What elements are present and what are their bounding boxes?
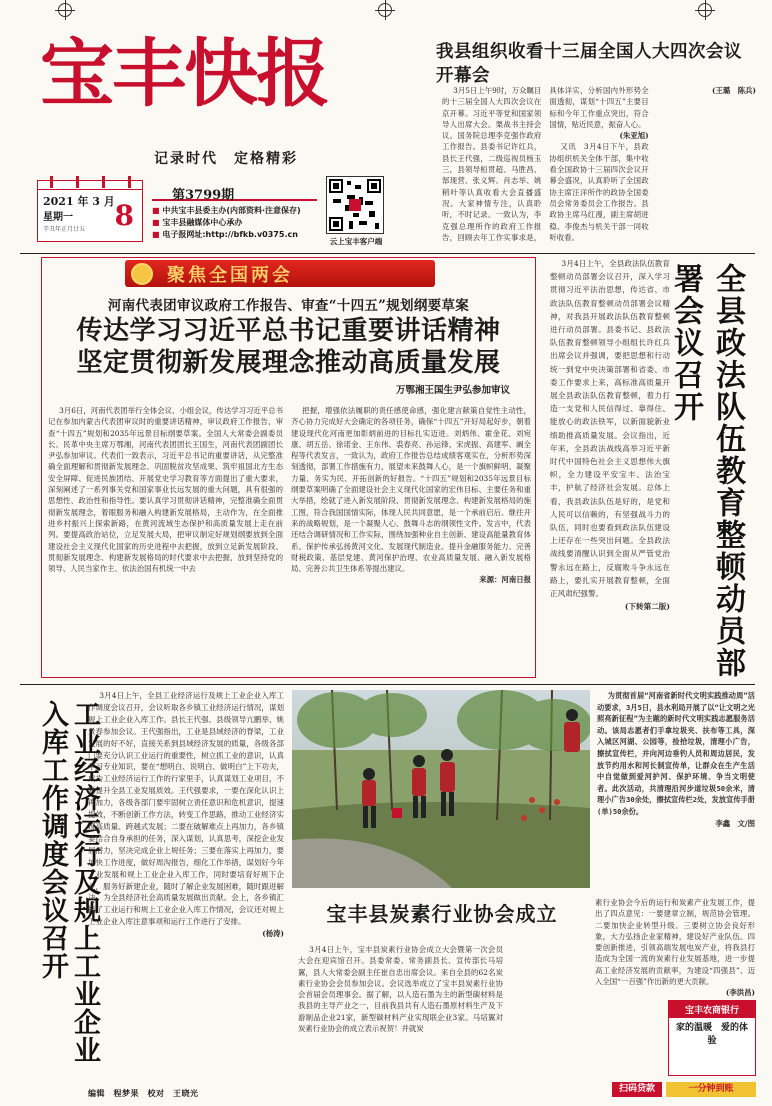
divider-middle xyxy=(20,684,755,685)
sponsor-list: ■ 中共宝丰县委主办(内部资料·注意保存) ■ 宝丰县融媒体中心承办 ■ 电子报网址:http://bfkb.v0375.cn xyxy=(152,206,301,239)
bank-slogan: 家的温暖 爱的体验 xyxy=(675,1023,748,1046)
feature-column-1: 3月6日，河南代表团举行全体会议、小组会议，传达学习习近平总书记在参加内蒙古代表团审议时的重要讲话精神，审议政府工作报告，审查“十四五”规划和2035年远景目标纲要草案。全国人大常委会副委员长、民革中央主席万鄂湘，河南代表团团长王国生，河南代表团副团长尹弘参加审议。代表们一致表示，习近平总书记的重要讲话，从完整准确全面理解和贯彻新发展理念、巩固脱贫攻坚成果、筑牢祖国北方生态安全屏障、促进民族团结、开展党史学习教育等方面提出了重大要求，深刻阐述了一系列事关党和国家事业长远发展的重大问题，具有很强的思想性、政治性和指导性。要认真学习贯彻讲话精神，完整准确全面贯彻新发展理念，着眼服务和融入构建新发展格局，主动作为，在全面推进乡村振兴上探索新路，在黄河流域生态保护和高质量发展上走在前列。要提高政治站位，立足发展大局，把审议制定好规划纲要放到全面建设社会主义现代化国家的历史进程中去把握，放到立足新发展阶段、贯彻新发展理念、构建新发展格局的时代要求中去把握，放到坚持党的领导、人民当家作主、依法治国有机统一中去 xyxy=(48,406,283,574)
right-story-text: 3月4日上午，全县政法队伍教育整顿动员部署会议召开，深入学习贯彻习近平法治思想，传达省、市政法队伍教育整顿动员部署会议精神，对我县开展政法队伍教育整顿进行动员部署。县委书记、县政法队伍教育整顿领导小组组长许红兵出席会议并强调，要把思想和行动统一到党中央决策部署和省委、市委工作要求上来，高标准高质量开展全县政法队伍教育整顿，着力打造一支党和人民信得过、靠得住、能放心的政法铁军，以新面貌新业绩助推高质量发展。会议指出，近年来，全县政法战线高举习近平新时代中国特色社会主义思想伟大旗帜，全力建设平安宝丰、法治宝丰，护航了经济社会发展。总体上看，我县政法队伍是好的，是党和人民可以信赖的，有坚强战斗力的队伍，同时也要看到政法队伍建设上还存在一些突出问题。全县政法战线要清醒认识到全面从严管党治警永远在路上，反腐败斗争永远在路上，要扎实开展教育整顿，全面正风肃纪强警。 xyxy=(550,259,670,599)
sponsor-2: 宝丰县融媒体中心承办 xyxy=(162,218,243,227)
sponsor-1: 中共宝丰县委主办(内部资料·注意保存) xyxy=(162,206,301,215)
date-day: 8 xyxy=(114,199,134,232)
date-calendar xyxy=(37,180,143,242)
industry-headline: 工业经济运行及规上工业企业入库工作调度会议召开 xyxy=(37,700,100,1064)
feature-column-2-wrapper xyxy=(291,405,531,673)
feature-headline-2: 坚定贯彻新发展理念推动高质量发展 xyxy=(76,348,501,378)
issue-number: 第3799期 xyxy=(152,184,317,201)
ad-tag-left[interactable]: 扫码贷款 xyxy=(612,1082,662,1097)
registration-mark-left xyxy=(58,3,72,17)
masthead-logo: 宝丰快报 xyxy=(40,31,328,117)
lead-story-body xyxy=(442,85,756,247)
carbon-credit: (李洪昌) xyxy=(725,988,755,998)
divider-masthead xyxy=(20,253,755,254)
photo-caption-credit: 李鑫 文/图 xyxy=(715,818,755,828)
right-story-more[interactable]: (下转第二版) xyxy=(624,602,670,612)
feature-byline: 万鄂湘王国生尹弘参加审议 xyxy=(395,385,510,396)
lead-paragraph-1: 3月5日上午9时，万众瞩目的十三届全国人大四次会议在京开幕。习近平等党和国家领导人出席大会。栗战书主持会议。国务院总理李克强作政府工作报告。县委书记许红兵，县长王代强，二级巡视员杨玉三，县领导桓贯超、马胜昌、郜现营、张义辉、肖志举、姚稍叶等认真收看大会直播盛况。大家神情专注，认真聆听，不时记录。一致认为，李克强总理所作的政府工作报告，回顾去年工作实事求是，具体详实，分析国内外形势全面透彻，谋划“十四五”主要目标和今年工作重点突出，符合国情，贴近民意，振奋人心。 xyxy=(442,86,649,242)
lunar-date: 辛丑年正月廿五 xyxy=(43,226,86,233)
bank-name: 宝丰农商银行 xyxy=(669,1001,755,1018)
registration-mark-center xyxy=(378,3,392,17)
qr-caption: 云上宝丰客户端 xyxy=(329,237,383,246)
carbon-column-2-text: 素行业协会今后的运行和炭素产业发展工作，提出了四点意见：一要建章立制，规范协会管理。二要加快企业转型升级。三要树立协会良好形象，大力弘扬企业家精神，建设好产业队伍。四要创新推进，引领高端发展电炭产业，将我县打造成为全国一流的炭素行业发展基地，进一步提高工业经济发展的贡献率，为建设“四强县”、迈入全国“一百强”作出新的更大贡献。 xyxy=(595,898,755,987)
lead-headline: 我县组织收看十三届全国人大四次会议开幕会 xyxy=(436,42,742,86)
right-story-body xyxy=(550,257,670,684)
volunteer-photo xyxy=(292,690,590,888)
industry-text: 3月4日上午，全县工业经济运行及规上工业企业入库工作调度会议召开，会议听取各乡镇工业经济运行情况，谋划规上工业企业入库工作。县长王代强、县级领导亢鹏举、姚景春参加会议。王代强指出，工业是县域经济的脊梁，工业发展的好不好，直接关系到县域经济发展的质量，各级各部门要充分认识工业运行的重要性，树立抓工业的意识，认真学习专业知识，要在“想明白、说明白、做明白”上下功夫，成为工业经济运行工作的行家里手，认真谋划工业项目，不断提升全县工业发展质效。王代强要求，一要在深化认识上再加力，各级各部门要牢固树立责任意识和危机意识，提速提效，不断创新工作方法，转变工作思路，推动工业经济实现高质量、跨越式发展；二要在破解难点上再加力，各乡镇要结合自身承担的任务，深入谋划，认真思考，深挖企业发展潜力，坚决完成企业上规任务；三要在落实上再加力，要加快工作进度，做好周沟报告，细化工作举措，谋划好今年工业发展和规上工业企业入库工作，同时要培育好规下企业，服务好新建企业，随时了解企业发展困难，随时跟进解决，为全县经济社会高质量发展做出贡献。会上，各乡镇汇报了工业运行和规上工业企业入库工作情况，会议还对规上工业企业入库注意事项和运行工作进行了安排。 xyxy=(88,691,284,927)
carbon-headline: 宝丰县炭素行业协会成立 xyxy=(326,902,558,926)
feature-headline-1: 传达学习习近平总书记重要讲话精神 xyxy=(76,316,501,346)
feature-source: 来源：河南日报 xyxy=(479,575,531,585)
industry-credit: (杨涛) xyxy=(262,929,284,939)
photo-caption-text: 为贯彻首届“河南省新时代文明实践推动周”活动要求，3月5日，县水利局开展了以“让文明之光照亮新征程”为主题的新时代文明实践志愿服务活动。该局志愿者们手拿垃圾夹、扶布等工具，深入城区河湖、公园等，捡拾垃圾，清理小广告，擦拭宣传栏，并向河边垂钓人员和周边居民，发放节约用水和河长制宣传单，让群众在生产生活中自觉做到爱河护河、保护环境、争当文明使者。此次活动，共清理沿河步道垃圾50余米，清理小广告30余处，擦拭宣传栏2处，发放宣传手册(单)50余份。 xyxy=(597,691,755,816)
carbon-column-1: 3月4日上午，宝丰县炭素行业协会成立大会暨第一次会员大会在迎宾馆召开。县委常委、常务副县长、宣传部长马培翼，县人大常委会副主任崔自忠出席会议。来自全县的62名炭素行业协会会员参加会议。会议选举成立了宝丰县炭素行业协会首届会员理事会。据了解，以人造石墨为主的新型碳材料是我县的主导产业之一，目前我县共有人造石墨原材料生产及下游制品企业21家，新型碳材料产业实现联企业3家。马培翼对炭素行业协会的成立表示祝贺！并就炭 xyxy=(298,945,503,1034)
footer-editors: 编辑 程梦果 校对 王晓光 xyxy=(88,1088,199,1098)
lead-paragraph-2: 又讯 3月4日下午，县政协组织机关全体干部，集中收看全国政协十三届四次会议开幕会盛况，认真聆听了全国政协主席汪洋所作的政协全国委员会常务委员会工作报告。县政协主席马红漫，副主席胡进稳、李俊杰与机关干部一同收听收看。 xyxy=(549,142,649,242)
feature-column-2: 把握，增强依法履职的责任感使命感，强化建言献策自觉性主动性，齐心协力完成好大会确定的各项任务，确保“十四五”开好局起好步，朝着建设现代化河南更加彰炳前进的目标扎实迈进。刘炳伟、霍金花、刘宛康、胡五岳、徐诺金、王东伟、裘春亮、孙运锋、宋虎振、高建军、阚全程等代表发言，一致认为，政府工作报告总结成绩客观实在，分析形势深刻透彻，部署工作措施有力，展望未来鼓舞人心，是一个旗帜鲜明、凝聚力量、务实为民、开拓创新的好报告。“十四五”规划和2035年远景目标纲要草案明确了全面建设社会主义现代化国家的宏伟目标、主要任务和重大举措，绘就了进入新发展阶段、贯彻新发展理念、构建新发展格局的施工图，符合我国国情实际，体现人民共同意愿，是一个承前启后、继往开来的战略规划，是一个凝聚人心、鼓舞斗志的纲领性文件。发言中，代表还结合调研情况和工作实际，围绕加强种业自主创新、建设高能量教育体系、保护传承弘扬黄河文化、发展现代制造业、提升金融服务能力、完善财税政策、基层党建、黄河保护治理、农业高质量发展、融入新发展格局、完善公共卫生体系等提出建议。 xyxy=(291,406,531,574)
emblem-icon xyxy=(131,263,153,285)
bank-ad[interactable] xyxy=(668,1000,756,1076)
banner-label: 聚焦全国两会 xyxy=(167,264,293,286)
date-month: 2021 年 3 月 xyxy=(43,195,115,208)
photo-caption xyxy=(597,690,755,888)
registration-mark-right xyxy=(698,3,712,17)
lead-credit-1: (朱亚旭) xyxy=(619,131,649,141)
sponsor-3[interactable]: 电子报网址:http://bfkb.v0375.cn xyxy=(162,230,298,239)
banner-two-sessions xyxy=(125,260,435,287)
lead-credit-2: (王璐 陈兵) xyxy=(712,86,756,95)
weekday: 星期一 xyxy=(43,212,73,223)
ad-tag-right[interactable]: 一分钟到账 xyxy=(666,1082,756,1097)
industry-body xyxy=(88,690,284,1075)
qr-code[interactable] xyxy=(326,176,384,234)
masthead-slogan: 记录时代 定格精彩 xyxy=(154,151,298,167)
right-headline: 全县政法队伍教育整顿动员部署会议召开 xyxy=(668,263,745,679)
feature-kicker: 河南代表团审议政府工作报告、审查“十四五”规划纲要草案 xyxy=(107,298,470,314)
